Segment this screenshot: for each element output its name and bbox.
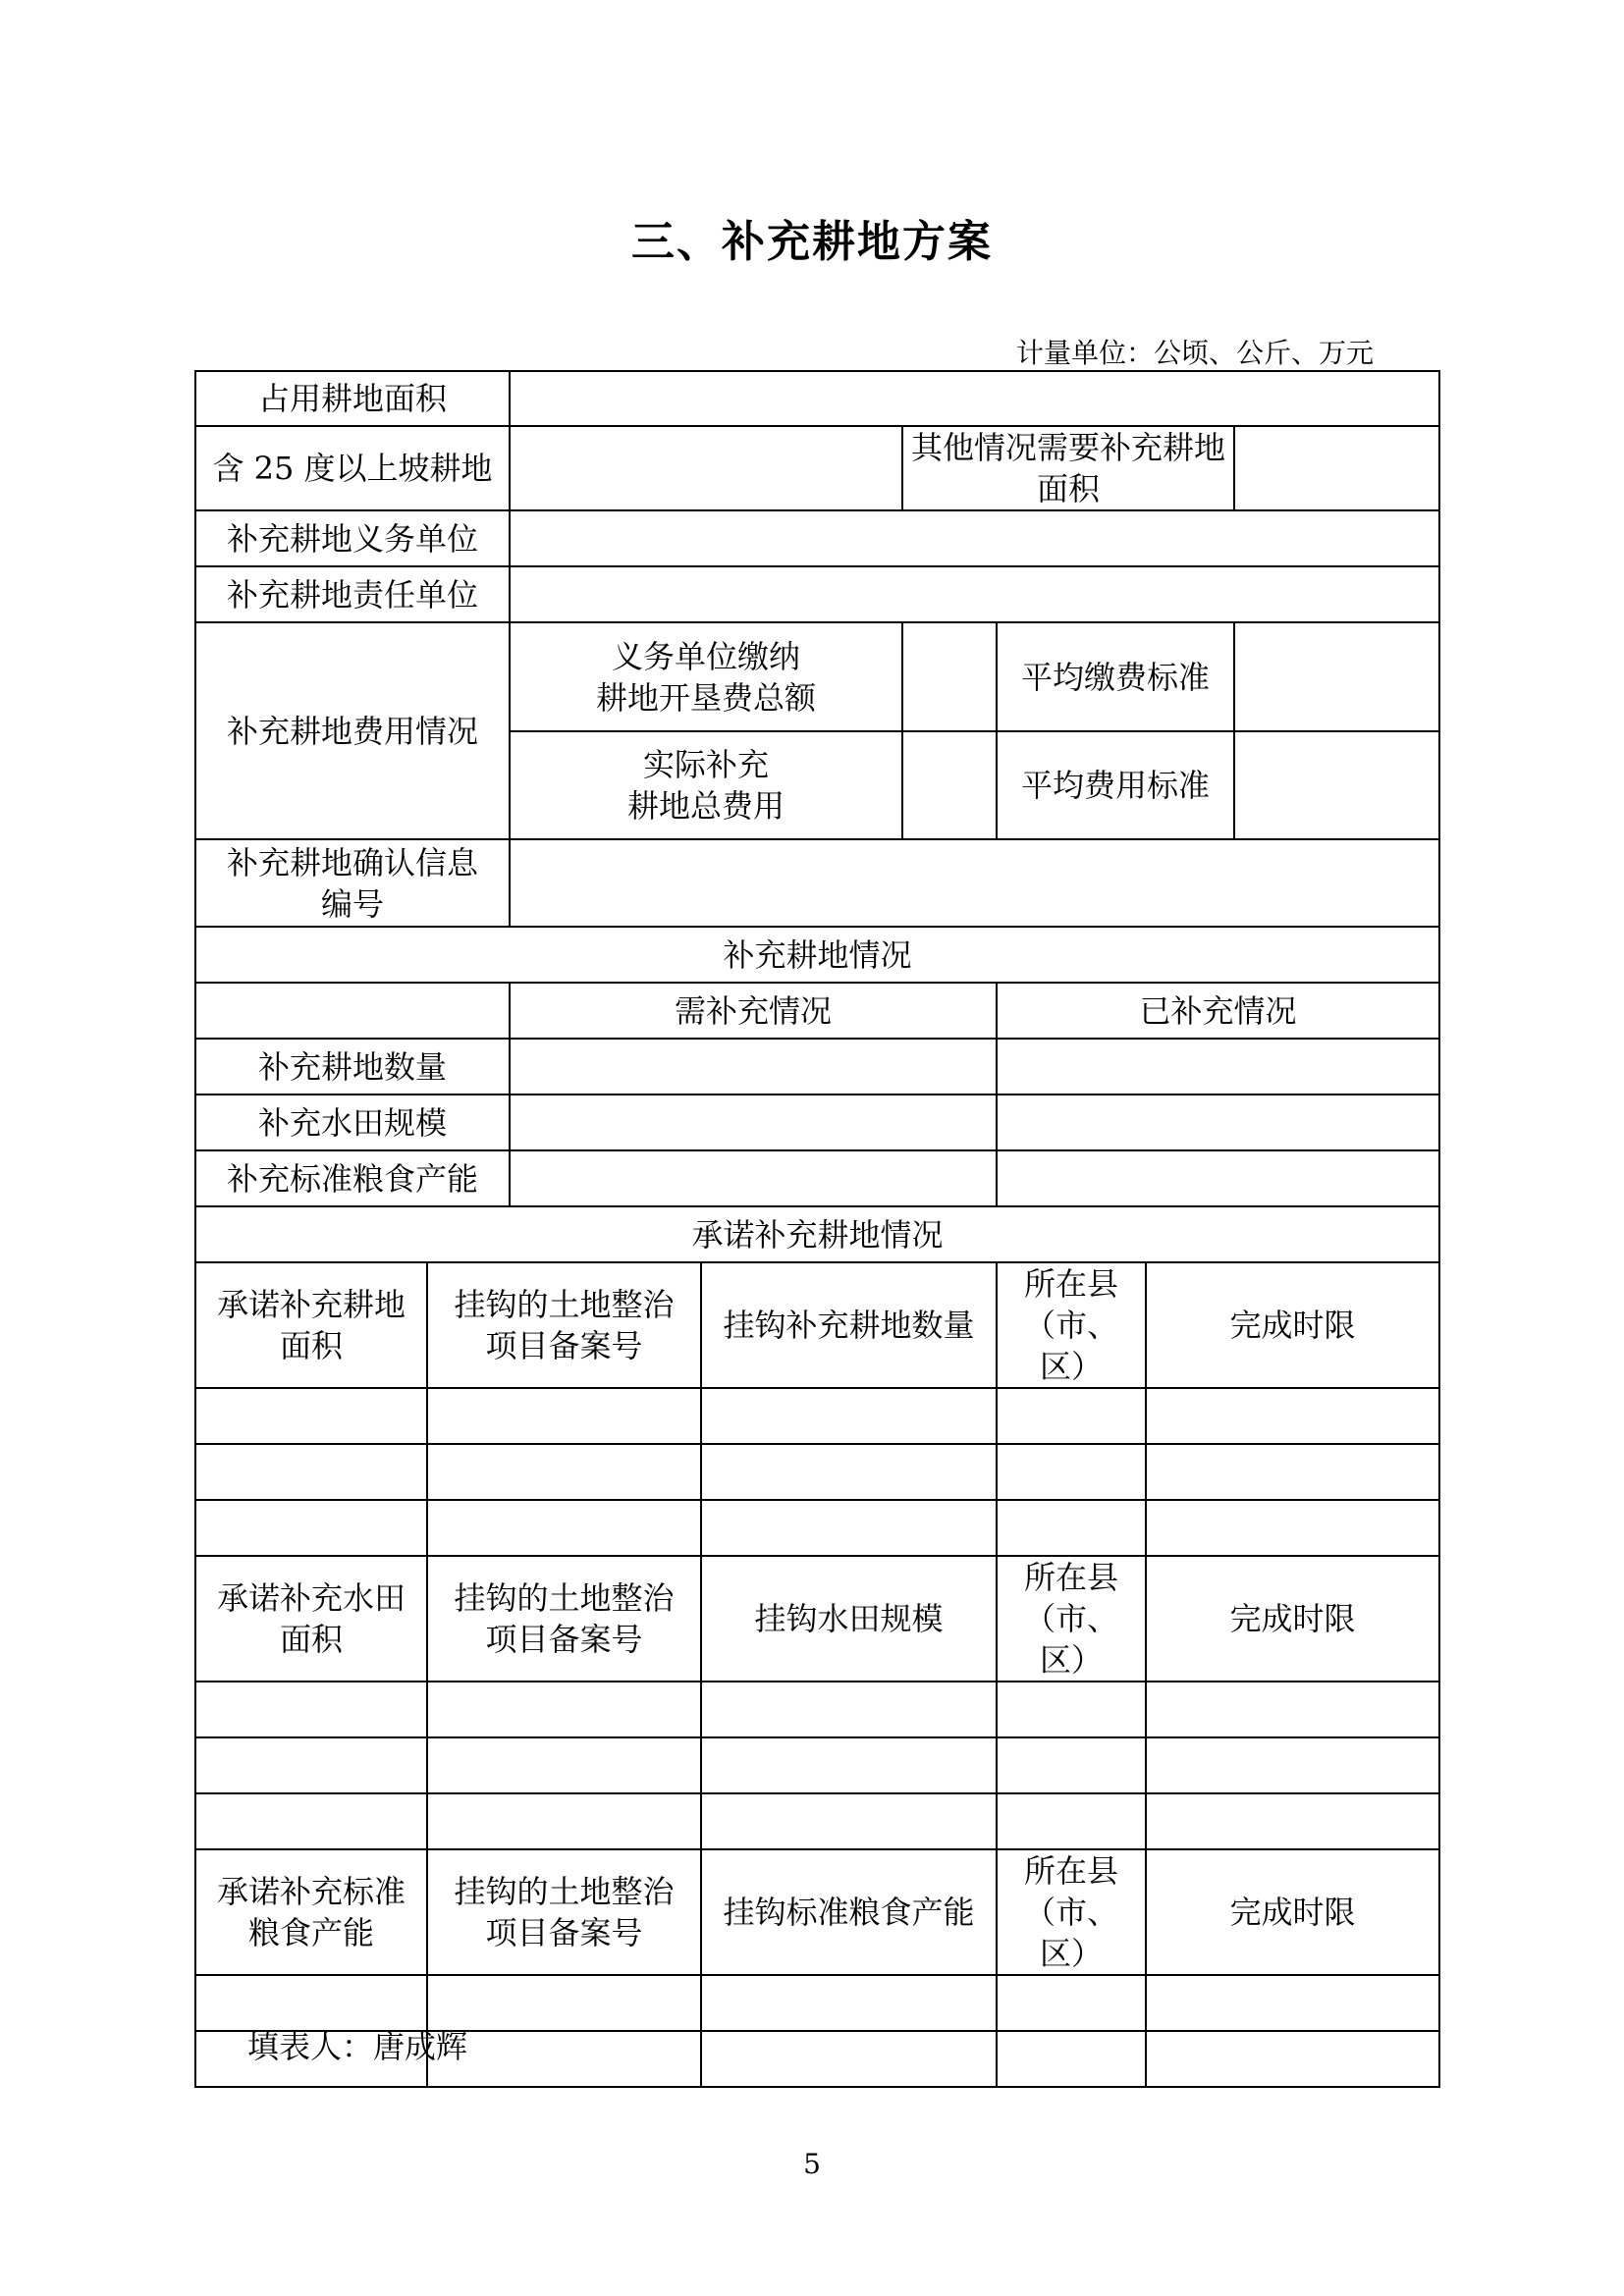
unit-note: 计量单位：公顷、公斤、万元 <box>1016 337 1375 369</box>
cell[interactable] <box>1146 1737 1439 1793</box>
commit-area-header: 承诺补充耕地 面积 <box>195 1262 427 1388</box>
value-avg-fee-standard[interactable] <box>1234 622 1439 731</box>
cell[interactable] <box>1146 1444 1439 1500</box>
label-other-area: 其他情况需要补充耕地面积 <box>902 426 1234 510</box>
label-situation-paddy: 补充水田规模 <box>195 1095 510 1150</box>
cell[interactable] <box>427 1388 701 1444</box>
cell[interactable] <box>701 1444 997 1500</box>
commit-project-header: 挂钩的土地整治 项目备案号 <box>427 1262 701 1388</box>
value-need-quantity[interactable] <box>510 1039 997 1095</box>
cell[interactable] <box>997 1388 1146 1444</box>
commit-grain-header: 承诺补充标准 粮食产能 <box>195 1849 427 1975</box>
label-avg-fee-standard: 平均缴费标准 <box>997 622 1234 731</box>
farmland-plan-table <box>194 370 1440 2088</box>
commit-project-header: 挂钩的土地整治 项目备案号 <box>427 1849 701 1975</box>
value-slope-25[interactable] <box>510 426 902 510</box>
value-confirm-number[interactable] <box>510 839 1439 927</box>
label-cost-situation: 补充耕地费用情况 <box>195 622 510 839</box>
cell[interactable] <box>1146 2031 1439 2087</box>
cell[interactable] <box>195 1793 427 1849</box>
cell[interactable] <box>701 1737 997 1793</box>
cell[interactable] <box>701 1682 997 1737</box>
value-responsible-unit[interactable] <box>510 566 1439 622</box>
table-row <box>195 1793 1439 1849</box>
value-done-grain[interactable] <box>997 1150 1439 1206</box>
value-other-area[interactable] <box>1234 426 1439 510</box>
cell[interactable] <box>195 1682 427 1737</box>
cell[interactable] <box>701 1975 997 2031</box>
cell[interactable] <box>427 1444 701 1500</box>
label-confirm-number: 补充耕地确认信息 编号 <box>195 839 510 927</box>
label-situation-quantity: 补充耕地数量 <box>195 1039 510 1095</box>
cell[interactable] <box>427 1682 701 1737</box>
cell[interactable] <box>997 1793 1146 1849</box>
commit-linked-header: 挂钩补充耕地数量 <box>701 1262 997 1388</box>
section-situation-header: 补充耕地情况 <box>195 927 1439 983</box>
cell[interactable] <box>195 1500 427 1556</box>
commit-county-header: 所在县（市、 区） <box>997 1556 1146 1682</box>
label-actual-cost: 实际补充 耕地总费用 <box>510 731 902 839</box>
cell[interactable] <box>997 2031 1146 2087</box>
label-avg-cost-standard: 平均费用标准 <box>997 731 1234 839</box>
value-obligation-unit[interactable] <box>510 510 1439 566</box>
commit-county-header: 所在县（市、 区） <box>997 1262 1146 1388</box>
cell[interactable] <box>195 1737 427 1793</box>
label-slope-25: 含 25 度以上坡耕地 <box>195 426 510 510</box>
value-done-quantity[interactable] <box>997 1039 1439 1095</box>
label-occupied-area: 占用耕地面积 <box>195 371 510 426</box>
label-situation-grain: 补充标准粮食产能 <box>195 1150 510 1206</box>
value-fee-total[interactable] <box>902 622 997 731</box>
cell[interactable] <box>997 1444 1146 1500</box>
cell[interactable] <box>1146 1975 1439 2031</box>
cell[interactable] <box>427 1737 701 1793</box>
cell[interactable] <box>1146 1682 1439 1737</box>
label-fee-total: 义务单位缴纳 耕地开垦费总额 <box>510 622 902 731</box>
col-done: 已补充情况 <box>997 983 1439 1039</box>
commit-project-header: 挂钩的土地整治 项目备案号 <box>427 1556 701 1682</box>
cell[interactable] <box>427 2031 701 2087</box>
table-row <box>195 1388 1439 1444</box>
table-row <box>195 1500 1439 1556</box>
value-occupied-area[interactable] <box>510 371 1439 426</box>
commit-deadline-header: 完成时限 <box>1146 1262 1439 1388</box>
cell[interactable] <box>1146 1793 1439 1849</box>
value-avg-cost-standard[interactable] <box>1234 731 1439 839</box>
cell[interactable] <box>997 1737 1146 1793</box>
value-need-grain[interactable] <box>510 1150 997 1206</box>
cell[interactable] <box>1146 1388 1439 1444</box>
cell[interactable] <box>427 1500 701 1556</box>
page-title: 三、补充耕地方案 <box>631 217 993 267</box>
cell[interactable] <box>427 1793 701 1849</box>
col-need: 需补充情况 <box>510 983 997 1039</box>
table-row <box>195 1737 1439 1793</box>
cell[interactable] <box>701 1793 997 1849</box>
value-need-paddy[interactable] <box>510 1095 997 1150</box>
label-obligation-unit: 补充耕地义务单位 <box>195 510 510 566</box>
cell[interactable] <box>701 1388 997 1444</box>
cell[interactable] <box>195 1444 427 1500</box>
cell[interactable] <box>427 1975 701 2031</box>
section-commitment-header: 承诺补充耕地情况 <box>195 1206 1439 1262</box>
cell[interactable] <box>997 1500 1146 1556</box>
cell[interactable] <box>997 1682 1146 1737</box>
value-actual-cost[interactable] <box>902 731 997 839</box>
label-responsible-unit: 补充耕地责任单位 <box>195 566 510 622</box>
page-number: 5 <box>803 2148 821 2180</box>
table-row <box>195 1682 1439 1737</box>
commit-linked-header: 挂钩水田规模 <box>701 1556 997 1682</box>
form-filler: 填表人：唐成辉 <box>247 2028 468 2065</box>
cell[interactable] <box>997 1975 1146 2031</box>
commit-deadline-header: 完成时限 <box>1146 1556 1439 1682</box>
commit-paddy-header: 承诺补充水田 面积 <box>195 1556 427 1682</box>
table-row <box>195 1444 1439 1500</box>
situation-corner <box>195 983 510 1039</box>
cell[interactable] <box>195 1388 427 1444</box>
cell[interactable] <box>1146 1500 1439 1556</box>
cell[interactable] <box>701 2031 997 2087</box>
commit-county-header: 所在县（市、 区） <box>997 1849 1146 1975</box>
cell[interactable] <box>701 1500 997 1556</box>
commit-deadline-header: 完成时限 <box>1146 1849 1439 1975</box>
commit-linked-header: 挂钩标准粮食产能 <box>701 1849 997 1975</box>
value-done-paddy[interactable] <box>997 1095 1439 1150</box>
